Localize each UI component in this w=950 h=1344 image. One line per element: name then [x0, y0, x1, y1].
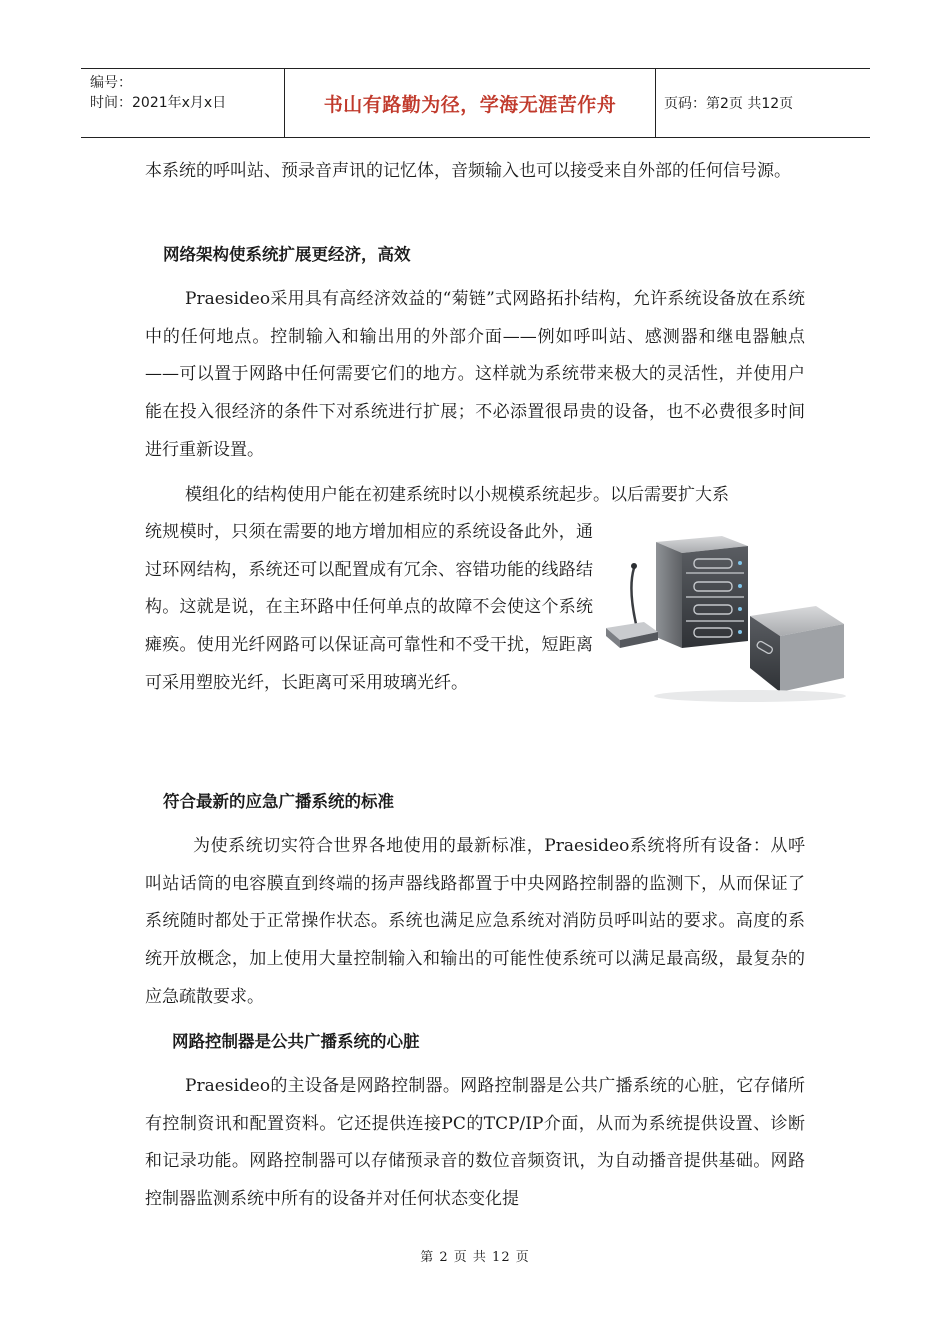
header-page-code-cell	[656, 69, 870, 137]
paragraph-modular-first-line: 模组化的结构使用户能在初建系统时以小规模系统起步。以后需要扩大系	[185, 485, 729, 505]
header-info	[81, 69, 284, 137]
heading-network-architecture: 网络架构使系统扩展更经济，高效	[163, 245, 411, 264]
page-header	[81, 68, 870, 138]
paragraph-network-controller: Praesideo的主设备是网路控制器。网路控制器是公共广播系统的心脏，它存储所有控制资讯和配置资料。它还提供连接PC的TCP/IP介面，从而为系统提供设置、诊断和记录功能。网路控制器可以存储预录音的数位音频资讯，为自动播音提供基础。网路控制器监测系统中所有的设备并对任何状态变化提	[145, 1076, 805, 1210]
heading-emergency-standard: 符合最新的应急广播系统的标准	[163, 792, 394, 811]
paragraph-signal-sources: 本系统的呼叫站、预录音声讯的记忆体，音频输入也可以接受来自外部的任何信号源。	[145, 161, 791, 181]
paragraph-daisy-chain: Praesideo采用具有高经济效益的“菊链”式网路拓扑结构，允许系统设备放在系统中的任何地点。控制输入和输出用的外部介面——例如呼叫站、感测器和继电器触点——可以置于网路中任何需要它们的地方。这样就为系统带来极大的灵活性，并使用户能在投入很经济的条件下对系统进行扩展；不必添置很昂贵的设备，也不必费很多时间进行重新设置。	[145, 289, 805, 460]
product-image	[600, 528, 848, 706]
network-controller	[750, 606, 844, 692]
header-motto: 书山有路勤为径，学海无涯苦作舟	[323, 93, 617, 116]
document-number: 编号：	[90, 75, 132, 91]
paragraph-modular-rest: 统规模时，只须在需要的地方增加相应的系统设备此外，通过环网结构，系统还可以配置成有冗余、容错功能的线路结构。这就是说，在主环路中任何单点的故障不会使这个系统瘫痪。使用光纤网路可以保证高可靠性和不受干扰，短距离可采用塑胶光纤，长距离可采用玻璃光纤。	[145, 522, 593, 693]
stacked-amplifiers	[656, 536, 748, 648]
header-motto-cell	[284, 69, 656, 137]
page-footer: 第 2 页 共 12 页	[420, 1250, 530, 1265]
call-station	[606, 563, 658, 648]
header-page-code: 页码：第2页 共12页	[664, 96, 794, 112]
heading-network-controller: 网路控制器是公共广播系统的心脏	[172, 1032, 420, 1051]
document-date: 时间：2021年x月x日	[90, 95, 227, 111]
paragraph-emergency-standard: 为使系统切实符合世界各地使用的最新标准，Praesideo系统将所有设备：从呼叫站话筒的电容膜直到终端的扬声器线路都置于中央网路控制器的监测下，从而保证了系统随时都处于正常操作状态。系统也满足应急系统对消防员呼叫站的要求。高度的系统开放概念，加上使用大量控制输入和输出的可能性使系统可以满足最高级，最复杂的应急疏散要求。	[145, 836, 805, 1007]
